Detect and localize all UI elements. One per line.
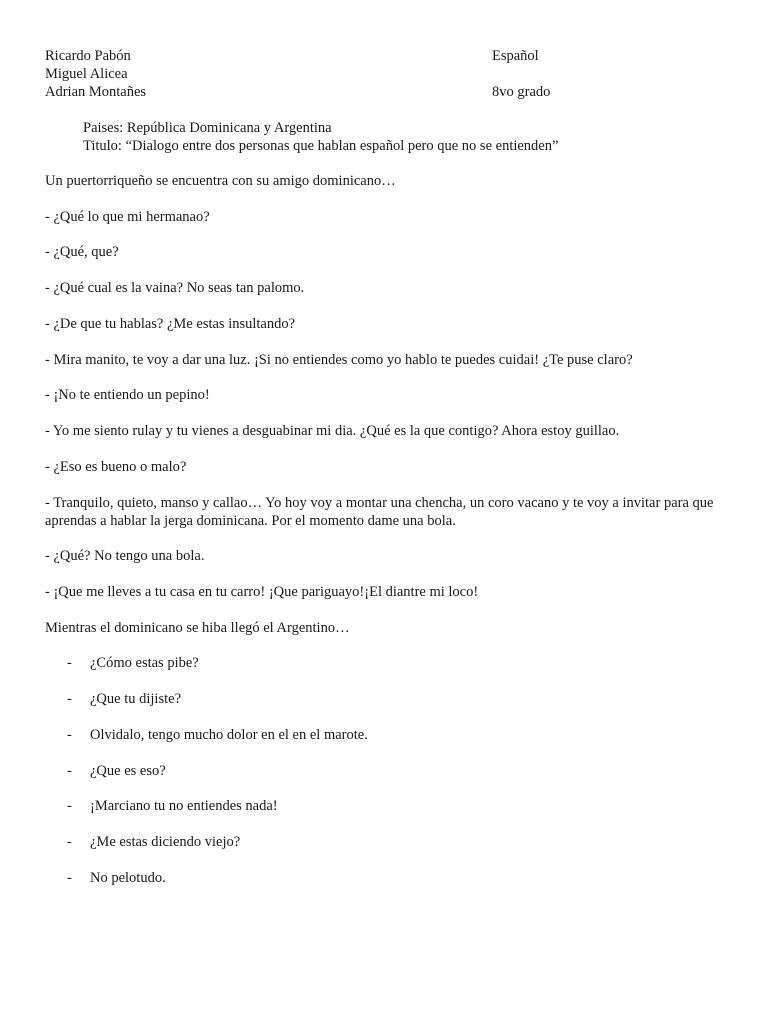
dialogue-line: - Yo me siento rulay y tu vienes a desguabinar mi dia. ¿Qué es la que contigo? Ahora estoy guillao. (45, 423, 620, 439)
dialogue-line: - ¿Qué cual es la vaina? No seas tan palomo. (45, 280, 305, 296)
bullet-item: ¿Que tu dijiste? (90, 691, 182, 707)
dialogue-line: - ¿De que tu hablas? ¿Me estas insultando? (45, 316, 296, 332)
bullet-item: No pelotudo. (90, 870, 166, 886)
dialogue-paragraph: - Tranquilo, quieto, manso y callao… Yo hoy voy a montar una chencha, un coro vacano y te voy a invitar para que aprendas a hablar la jerga dominicana. Por el momento dame una bola. (45, 495, 714, 529)
bullet-dash: - (67, 691, 72, 707)
dialogue-line: - ¿Qué? No tengo una bola. (45, 548, 205, 564)
bullet-item: ¿Me estas diciendo viejo? (90, 834, 241, 850)
bullet-dash: - (67, 655, 72, 671)
bullet-item: ¿Cómo estas pibe? (90, 655, 199, 671)
dialogue-line: - ¿Qué lo que mi hermanao? (45, 209, 210, 225)
author-name: Miguel Alicea (45, 66, 128, 82)
transition-paragraph: Mientras el dominicano se hiba llegó el Argentino… (45, 620, 350, 636)
bullet-dash: - (67, 834, 72, 850)
bullet-item: Olvidalo, tengo mucho dolor en el en el marote. (90, 727, 368, 743)
grade-label: 8vo grado (492, 84, 551, 100)
bullet-dash: - (67, 727, 72, 743)
dialogue-line: - Mira manito, te voy a dar una luz. ¡Si no entiendes como yo hablo te puedes cuidai! ¿Te puse claro? (45, 352, 633, 368)
subject-label: Español (492, 48, 539, 64)
dialogue-line: - ¿Qué, que? (45, 244, 119, 260)
dialogue-line: - ¡No te entiendo un pepino! (45, 387, 210, 403)
bullet-item: ¿Que es eso? (90, 763, 166, 779)
bullet-dash: - (67, 870, 72, 886)
dialogue-line: - ¿Eso es bueno o malo? (45, 459, 187, 475)
author-name: Ricardo Pabón (45, 48, 131, 64)
intro-paragraph: Un puertorriqueño se encuentra con su amigo dominicano… (45, 173, 396, 189)
dialogue-line: - ¡Que me lleves a tu casa en tu carro! ¡Que pariguayo!¡El diantre mi loco! (45, 584, 479, 600)
countries-line: Paises: República Dominicana y Argentina (83, 120, 332, 136)
author-name: Adrian Montañes (45, 84, 147, 100)
bullet-dash: - (67, 763, 72, 779)
bullet-item: ¡Marciano tu no entiendes nada! (90, 798, 278, 814)
bullet-dash: - (67, 798, 72, 814)
title-line: Titulo: “Dialogo entre dos personas que hablan español pero que no se entienden” (83, 138, 559, 154)
